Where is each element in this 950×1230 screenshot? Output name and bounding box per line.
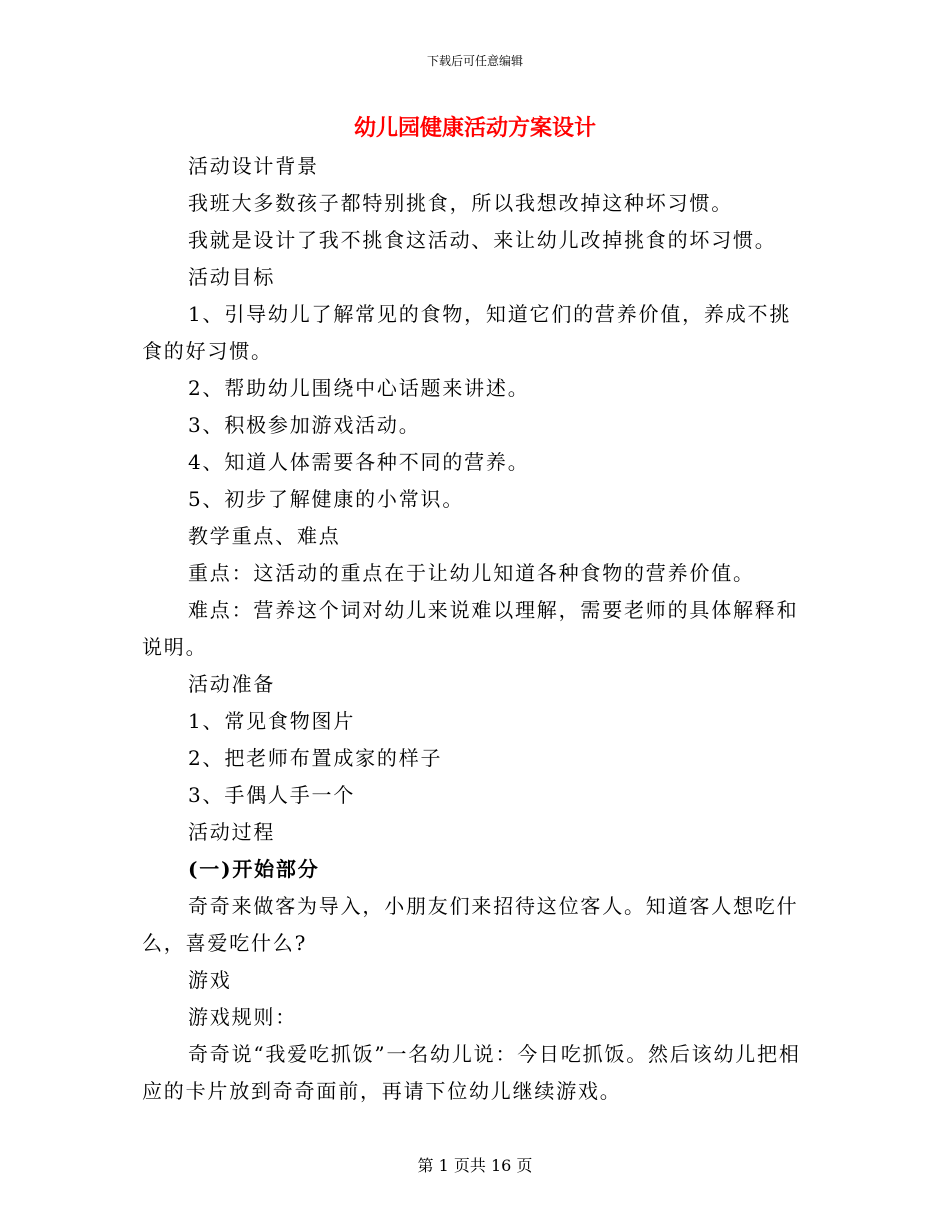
section-heading: (一)开始部分 (188, 857, 320, 881)
paragraph: 活动过程 (188, 820, 276, 844)
paragraph: 1、引导幼儿了解常见的食物，知道它们的营养价值，养成不挑食的好习惯。 (142, 302, 792, 363)
paragraph: 2、帮助幼儿围绕中心话题来讲述。 (188, 376, 530, 400)
paragraph: 活动设计背景 (188, 154, 319, 178)
paragraph: 重点：这活动的重点在于让幼儿知道各种食物的营养价值。 (188, 561, 755, 585)
paragraph: 3、手偶人手一个 (188, 783, 356, 807)
paragraph: 2、把老师布置成家的样子 (188, 746, 443, 770)
paragraph: 奇奇来做客为导入，小朋友们来招待这位客人。知道客人想吃什么，喜爱吃什么? (142, 894, 799, 955)
document-title: 幼儿园健康活动方案设计 (353, 115, 596, 141)
paragraph: 我班大多数孩子都特别挑食，所以我想改掉这种坏习惯。 (188, 191, 733, 215)
paragraph: 4、知道人体需要各种不同的营养。 (188, 450, 530, 474)
paragraph: 难点：营养这个词对幼儿来说难以理解，需要老师的具体解释和说明。 (142, 598, 799, 659)
paragraph: 1、常见食物图片 (188, 709, 356, 733)
paragraph: 教学重点、难点 (188, 524, 341, 548)
paragraph: 游戏 (188, 968, 232, 992)
page-footer: 第 1 页共 16 页 (417, 1156, 533, 1175)
document-body (142, 148, 810, 1110)
paragraph: 我就是设计了我不挑食这活动、来让幼儿改掉挑食的坏习惯。 (188, 228, 777, 252)
paragraph: 奇奇说“我爱吃抓饭”一名幼儿说：今日吃抓饭。然后该幼儿把相应的卡片放到奇奇面前，再请下位幼儿继续游戏。 (142, 1042, 801, 1103)
paragraph: 3、积极参加游戏活动。 (188, 413, 421, 437)
page-header: 下载后可任意编辑 (426, 54, 523, 68)
paragraph: 活动目标 (188, 265, 276, 289)
paragraph: 游戏规则： (188, 1005, 297, 1029)
paragraph: 5、初步了解健康的小常识。 (188, 487, 465, 511)
paragraph: 活动准备 (188, 672, 276, 696)
